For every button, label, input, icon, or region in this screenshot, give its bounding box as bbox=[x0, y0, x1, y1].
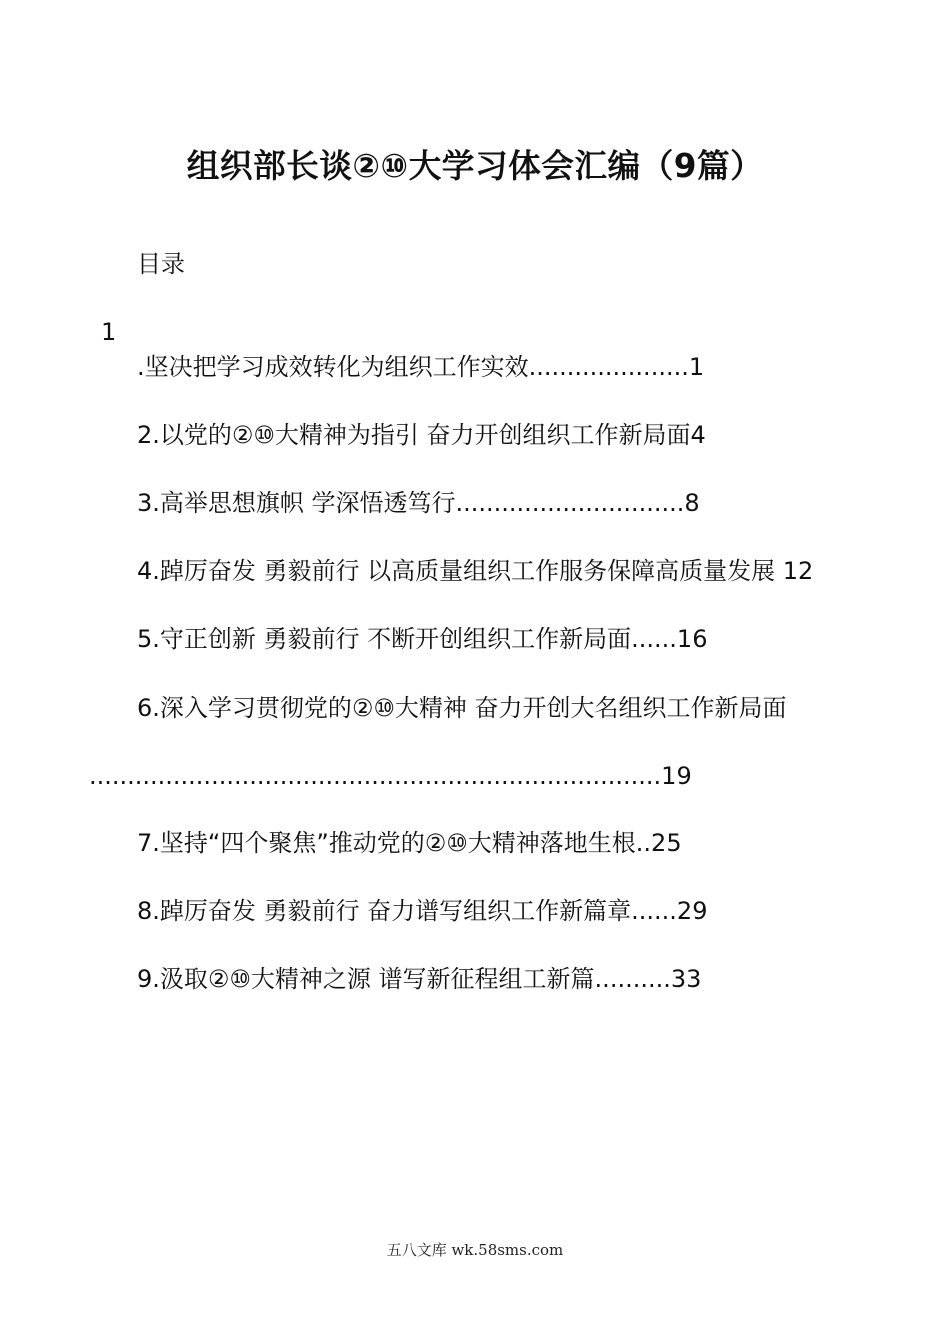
toc-entry-6[interactable]: 6.深入学习贯彻党的②⑩大精神 奋力开创大名组织工作新局面 bbox=[137, 694, 787, 722]
toc-entry-7[interactable]: 7.坚持“四个聚焦”推动党的②⑩大精神落地生根..25 bbox=[137, 829, 682, 857]
page-title: 组织部长谈②⑩大学习体会汇编（9篇） bbox=[186, 147, 764, 185]
toc-entry-3[interactable]: 3.高举思想旗帜 学深悟透笃行..............................8 bbox=[137, 489, 700, 517]
toc-stray-number: 1 bbox=[101, 318, 117, 346]
footer-watermark: 五八文库 wk.58sms.com bbox=[386, 1241, 564, 1259]
toc-entry-1[interactable]: .坚决把学习成效转化为组织工作实效.....................1 bbox=[137, 353, 705, 381]
toc-entry-4[interactable]: 4.踔厉奋发 勇毅前行 以高质量组织工作服务保障高质量发展 12 bbox=[137, 557, 814, 585]
toc-heading: 目录 bbox=[137, 250, 185, 278]
toc-entry-9[interactable]: 9.汲取②⑩大精神之源 谱写新征程组工新篇..........33 bbox=[137, 965, 702, 993]
toc-entry-8[interactable]: 8.踔厉奋发 勇毅前行 奋力谱写组织工作新篇章......29 bbox=[137, 897, 708, 925]
toc-entry-5[interactable]: 5.守正创新 勇毅前行 不断开创组织工作新局面......16 bbox=[137, 625, 708, 653]
toc-entry-2[interactable]: 2.以党的②⑩大精神为指引 奋力开创组织工作新局面4 bbox=[137, 421, 706, 449]
toc-entry-6-leader[interactable]: ...........................................................................19 bbox=[89, 762, 692, 790]
